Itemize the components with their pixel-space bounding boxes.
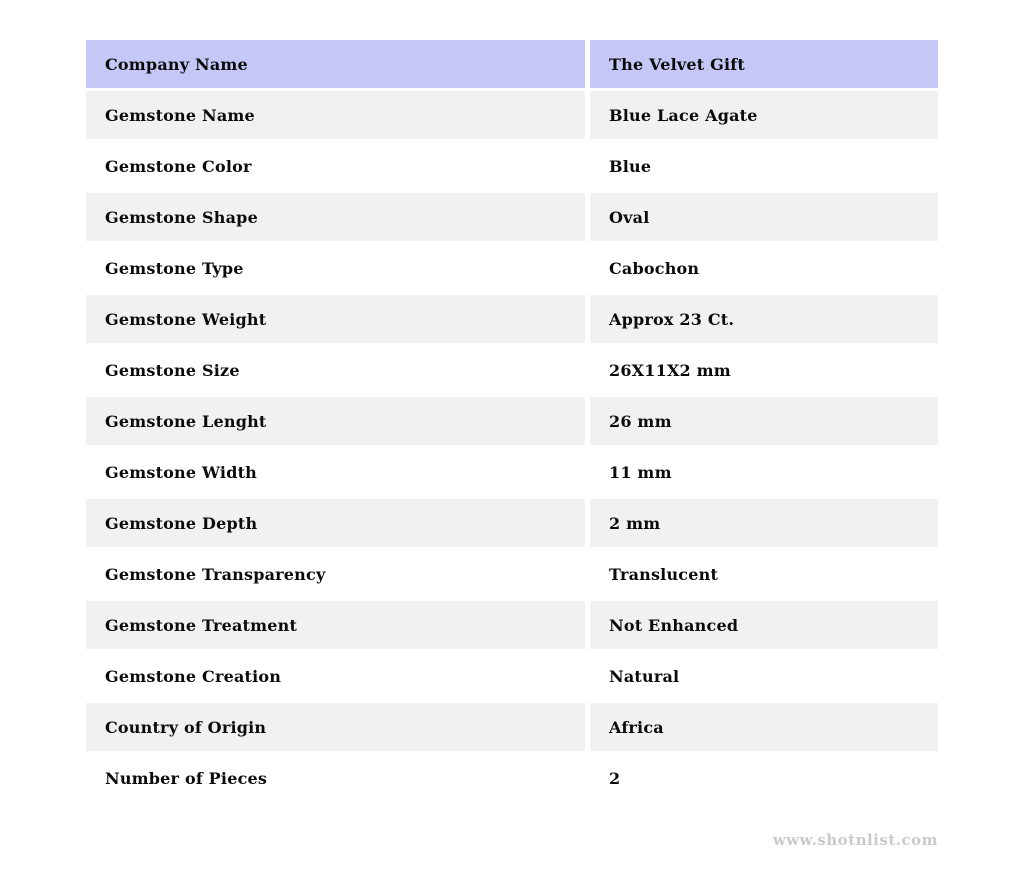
row-value: Approx 23 Ct. xyxy=(590,295,938,343)
row-label: Gemstone Color xyxy=(86,142,585,190)
site-watermark: www.shotnlist.com xyxy=(772,831,938,849)
gemstone-details-table xyxy=(86,40,938,805)
row-value: 2 xyxy=(590,754,938,802)
table-row xyxy=(86,397,938,445)
header-label-company-name: Company Name xyxy=(86,40,585,88)
header-value-company-name: The Velvet Gift xyxy=(590,40,938,88)
table-row xyxy=(86,499,938,547)
table-row xyxy=(86,142,938,190)
row-value: Blue xyxy=(590,142,938,190)
row-value: Cabochon xyxy=(590,244,938,292)
table-row xyxy=(86,754,938,802)
row-label: Gemstone Depth xyxy=(86,499,585,547)
row-label: Gemstone Type xyxy=(86,244,585,292)
row-label: Gemstone Name xyxy=(86,91,585,139)
row-value: Oval xyxy=(590,193,938,241)
row-label: Gemstone Creation xyxy=(86,652,585,700)
row-label: Gemstone Transparency xyxy=(86,550,585,598)
row-value: 2 mm xyxy=(590,499,938,547)
row-value: Africa xyxy=(590,703,938,751)
row-value: 26 mm xyxy=(590,397,938,445)
table-row xyxy=(86,652,938,700)
row-label: Country of Origin xyxy=(86,703,585,751)
row-value: Translucent xyxy=(590,550,938,598)
table-row xyxy=(86,91,938,139)
row-value: 26X11X2 mm xyxy=(590,346,938,394)
table-row xyxy=(86,295,938,343)
table-header-row xyxy=(86,40,938,88)
row-label: Gemstone Size xyxy=(86,346,585,394)
table-row xyxy=(86,703,938,751)
table-row xyxy=(86,346,938,394)
row-label: Number of Pieces xyxy=(86,754,585,802)
row-label: Gemstone Weight xyxy=(86,295,585,343)
row-label: Gemstone Shape xyxy=(86,193,585,241)
table-row xyxy=(86,550,938,598)
table-row xyxy=(86,244,938,292)
row-value: Blue Lace Agate xyxy=(590,91,938,139)
row-value: Not Enhanced xyxy=(590,601,938,649)
row-value: 11 mm xyxy=(590,448,938,496)
table-row xyxy=(86,193,938,241)
row-label: Gemstone Width xyxy=(86,448,585,496)
table-row xyxy=(86,448,938,496)
row-label: Gemstone Lenght xyxy=(86,397,585,445)
table-row xyxy=(86,601,938,649)
row-value: Natural xyxy=(590,652,938,700)
row-label: Gemstone Treatment xyxy=(86,601,585,649)
